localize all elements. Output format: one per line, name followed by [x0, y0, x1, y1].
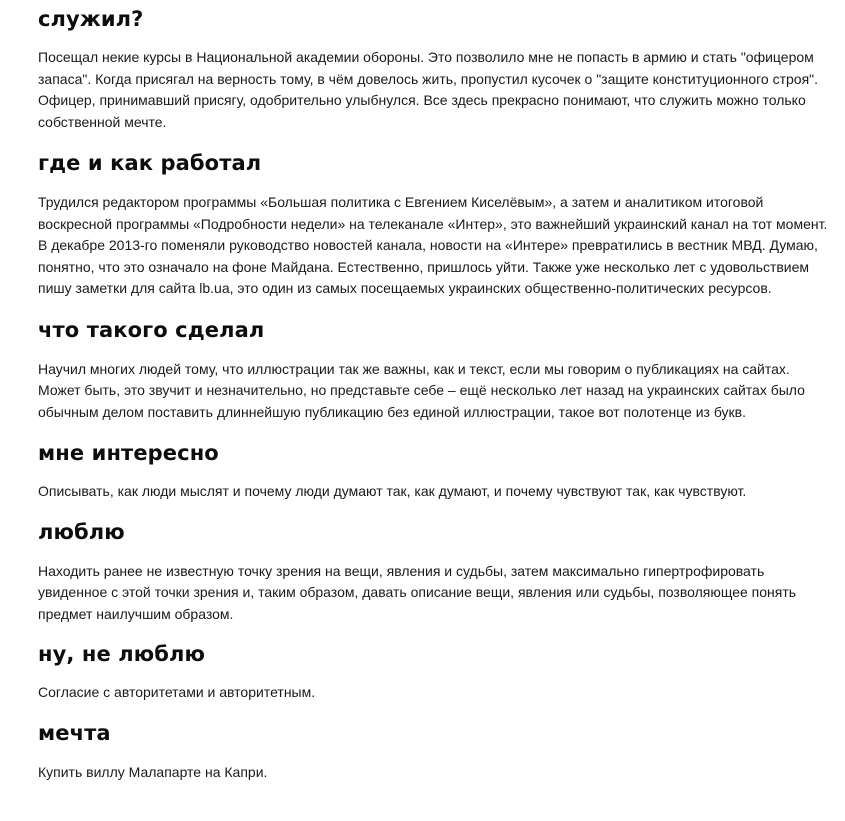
section-text: Находить ранее не известную точку зрения на вещи, явления и судьбы, затем максимально гипертрофировать увиденное с этой точки зрения и, таким образом, давать описание вещи, явления или судьбы, позволяющее понять предмет наилучшим образом.	[38, 562, 797, 622]
section-dislikes	[38, 641, 828, 704]
section-achievements	[38, 317, 828, 424]
section-work	[38, 150, 828, 300]
section-text: Научил многих людей тому, что иллюстрации так же важны, как и текст, если мы говорим о публикациях на сайтах. Может быть, это звучит и незначительно, но представьте себе – ещё несколько лет назад на украинских сайтах было обычным делом поставить длиннейшую публикацию без единой иллюстрации, такое вот полотенце из букв.	[38, 360, 805, 420]
section-dream	[38, 720, 828, 784]
section-served	[38, 6, 828, 133]
section-heading: люблю	[38, 519, 125, 544]
section-text: Трудился редактором программы «Большая политика с Евгением Киселёвым», а затем и аналитиком итоговой воскресной программы «Подробности недели» на телеканале «Интер», это важнейший украинский канал на тот момент. В декабре 2013-го поменяли руководство новостей канала, новости на «Интере» превратились в вестник МВД. Думаю, понятно, что это означало на фоне Майдана. Естественно, пришлось уйти. Также уже несколько лет с удовольствием пишу заметки для сайта lb.ua, это один из самых посещаемых украинских общественно-политических ресурсов.	[38, 194, 828, 296]
section-text: Посещал некие курсы в Национальной академии обороны. Это позволило мне не попасть в армию и стать "офицером запаса". Когда присягал на верность тому, в чём довелось жить, пропустил кусочек о "защите конституционного строя". Офицер, принимавший присягу, одобрительно улыбнулся. Все здесь прекрасно понимают, что служить можно только собственной мечте.	[38, 49, 819, 130]
section-heading: ну, не люблю	[38, 642, 206, 666]
section-text: Купить виллу Малапарте на Капри.	[38, 763, 268, 780]
section-text: Согласие с авторитетами и авторитетным.	[38, 684, 316, 700]
section-text: Описывать, как люди мыслят и почему люди думают так, как думают, и почему чувствуют так, как чувствуют.	[38, 483, 747, 499]
section-interests	[38, 440, 828, 503]
section-heading: мне интересно	[38, 441, 219, 465]
profile-content	[38, 0, 828, 783]
section-heading: где и как работал	[38, 151, 262, 175]
section-heading: служил?	[38, 7, 144, 31]
section-likes	[38, 519, 828, 626]
section-heading: что такого сделал	[38, 317, 265, 342]
section-heading: мечта	[38, 720, 111, 745]
